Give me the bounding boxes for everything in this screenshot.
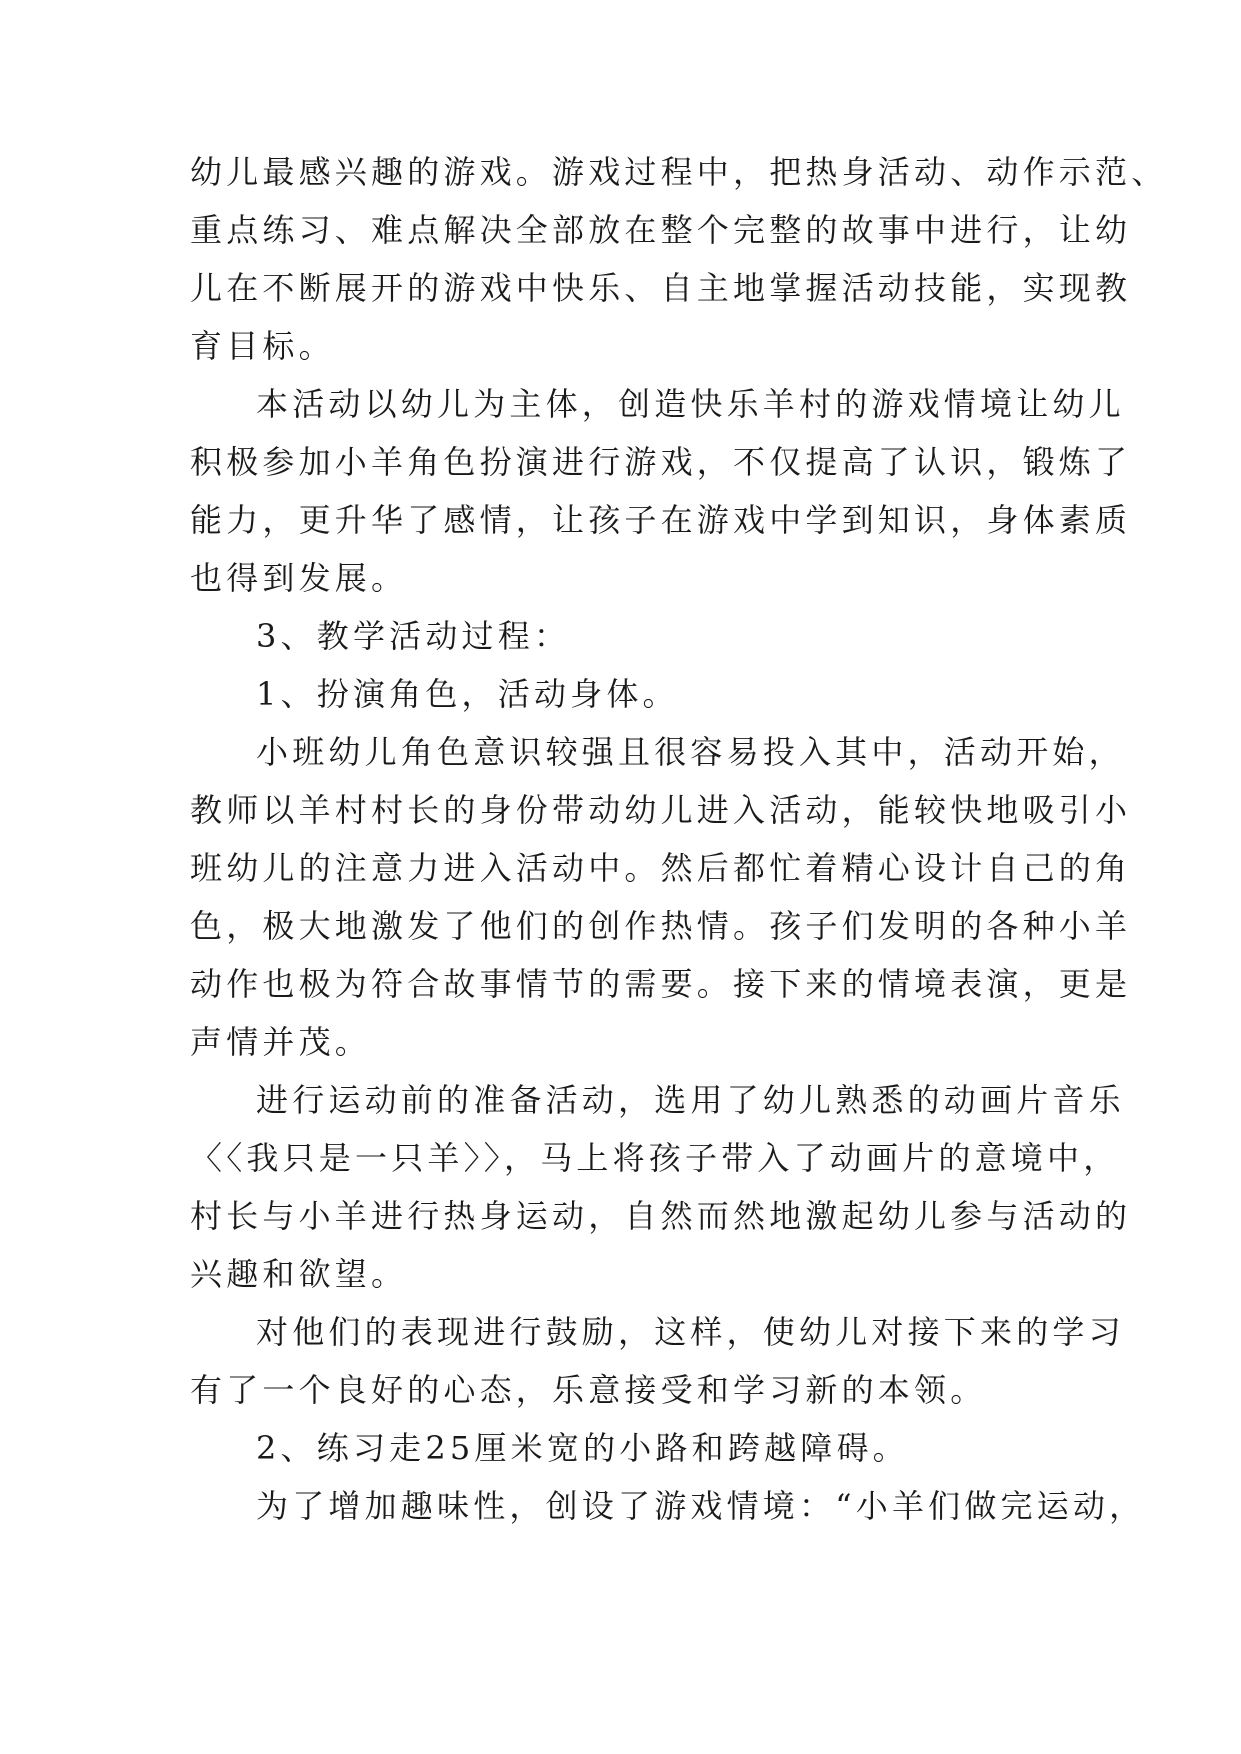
subsection-heading: 2、练习走25厘米宽的小路和跨越障碍。 (256, 1429, 909, 1467)
paragraph-start-line: 对他们的表现进行鼓励，这样，使幼儿对接下来的学习 (256, 1313, 1125, 1351)
section-heading: 3、教学活动过程： (256, 617, 571, 655)
text-line: 也得到发展。 (190, 559, 408, 597)
text-line: 积极参加小羊角色扮演进行游戏，不仅提高了认识，锻炼了 (190, 443, 1132, 481)
paragraph-start-line: 为了增加趣味性，创设了游戏情境：“小羊们做完运动， (256, 1487, 1146, 1525)
text-line: 能力，更升华了感情，让孩子在游戏中学到知识，身体素质 (190, 501, 1132, 539)
paragraph-start-line: 进行运动前的准备活动，选用了幼儿熟悉的动画片音乐 (256, 1081, 1125, 1119)
paragraph-start-line: 小班幼儿角色意识较强且很容易投入其中，活动开始， (256, 733, 1125, 771)
text-line: 兴趣和欲望。 (190, 1255, 408, 1293)
text-line: 村长与小羊进行热身运动，自然而然地激起幼儿参与活动的 (190, 1197, 1132, 1235)
text-line: 色，极大地激发了他们的创作热情。孩子们发明的各种小羊 (190, 907, 1132, 945)
text-line: 动作也极为符合故事情节的需要。接下来的情境表演，更是 (190, 965, 1132, 1003)
text-line: 有了一个良好的心态，乐意接受和学习新的本领。 (190, 1371, 987, 1409)
subsection-heading: 1、扮演角色，活动身体。 (256, 675, 679, 713)
text-line: 育目标。 (190, 327, 335, 365)
text-line: 〈〈我只是一只羊〉〉，马上将孩子带入了动画片的意境中， (190, 1139, 1120, 1177)
text-line: 班幼儿的注意力进入活动中。然后都忙着精心设计自己的角 (190, 849, 1132, 887)
text-line: 重点练习、难点解决全部放在整个完整的故事中进行，让幼 (190, 211, 1132, 249)
text-line: 声情并茂。 (190, 1023, 372, 1061)
text-line: 幼儿最感兴趣的游戏。游戏过程中，把热身活动、动作示范、 (190, 153, 1168, 191)
text-line: 儿在不断展开的游戏中快乐、自主地掌握活动技能，实现教 (190, 269, 1132, 307)
paragraph-start-line: 本活动以幼儿为主体，创造快乐羊村的游戏情境让幼儿 (256, 385, 1125, 423)
text-line: 教师以羊村村长的身份带动幼儿进入活动，能较快地吸引小 (190, 791, 1132, 829)
